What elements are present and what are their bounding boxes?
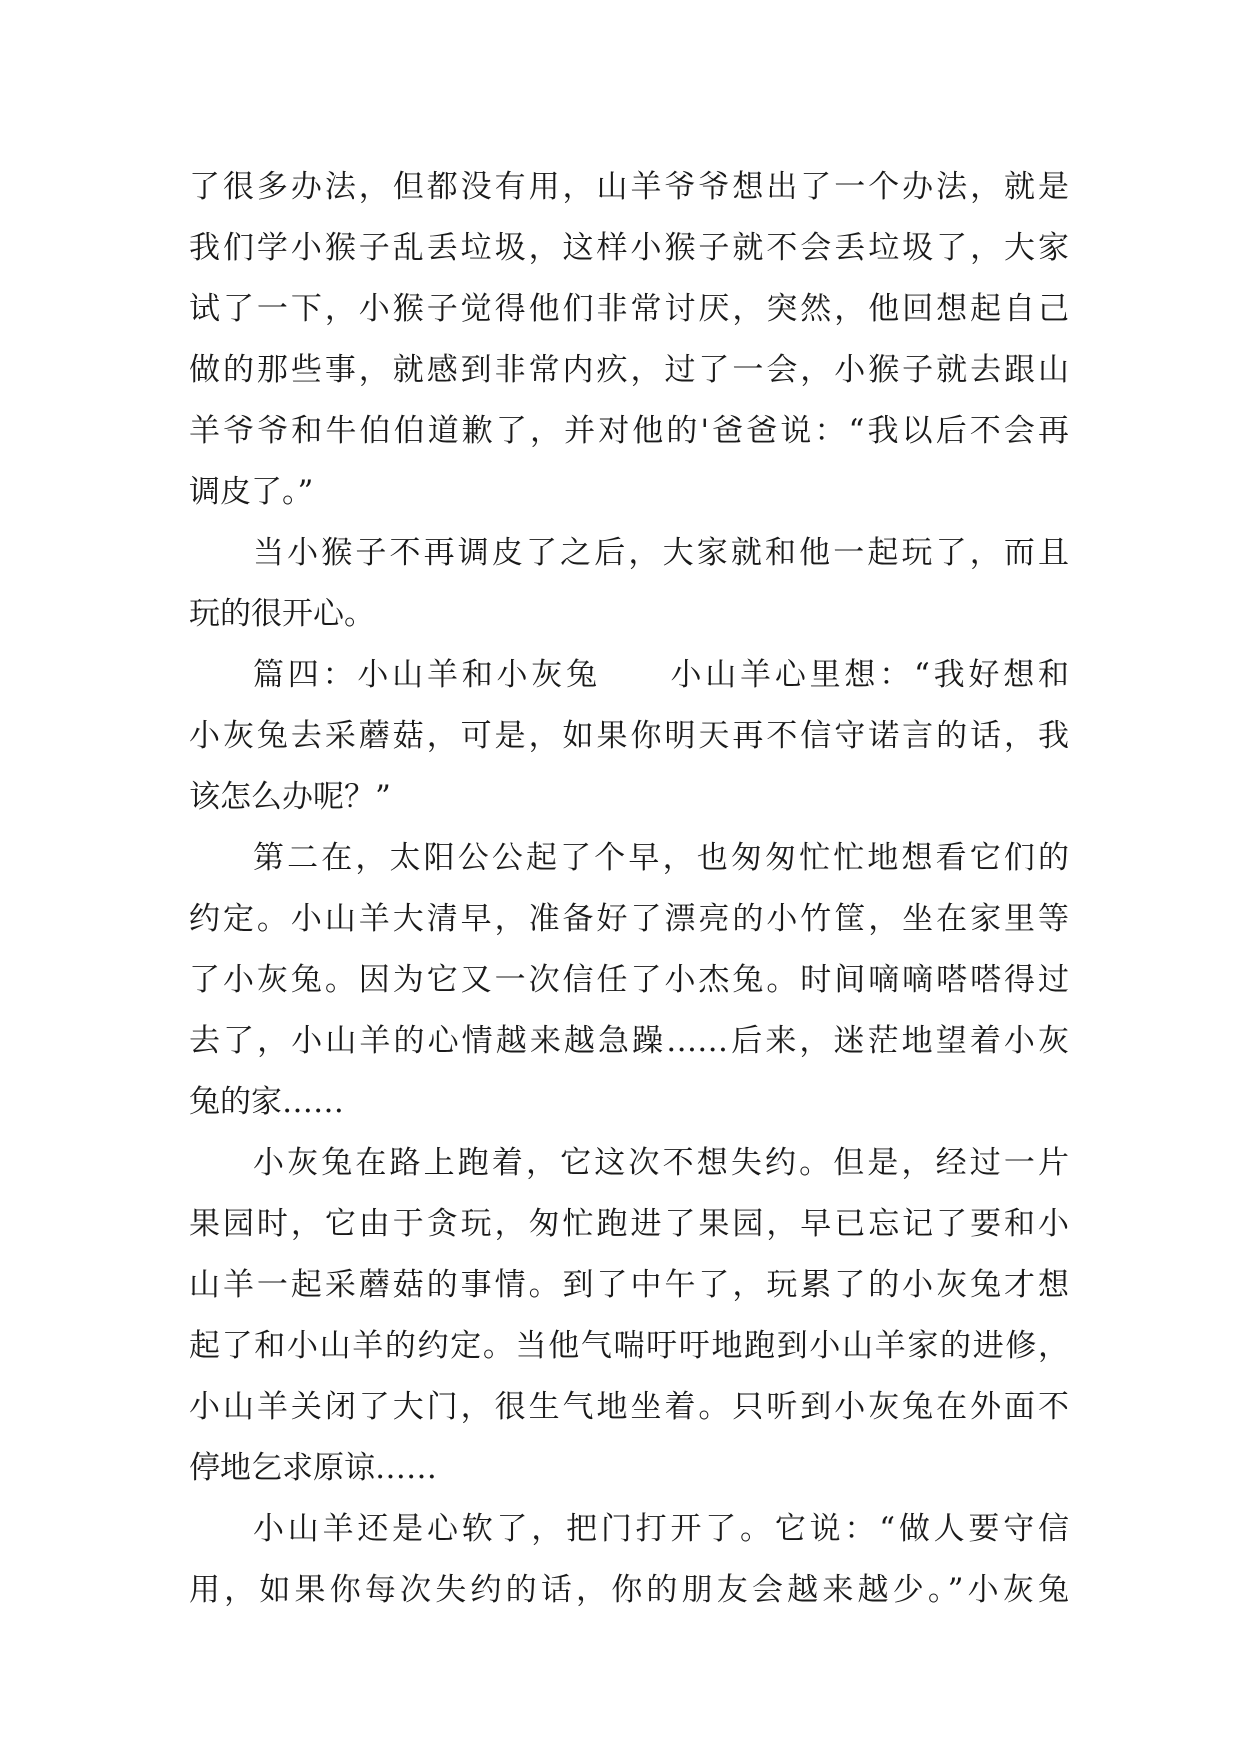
text-line: 当小猴子不再调皮了之后，大家就和他一起玩了，而且 xyxy=(253,535,1069,571)
text-line: 小灰兔在路上跑着，它这次不想失约。但是，经过一片 xyxy=(253,1145,1069,1181)
text-line: 了很多办法，但都没有用，山羊爷爷想出了一个办法，就是 xyxy=(189,169,1069,205)
text-line: 去了，小山羊的心情越来越急躁……后来，迷茫地望着小灰 xyxy=(189,1023,1069,1059)
text-line: 用，如果你每次失约的话，你的朋友会越来越少。”小灰兔 xyxy=(189,1572,1069,1608)
text-line: 试了一下，小猴子觉得他们非常讨厌，突然，他回想起自己 xyxy=(189,291,1069,327)
text-line: 第二在，太阳公公起了个早，也匆匆忙忙地想看它们的 xyxy=(253,840,1069,876)
text-line: 做的那些事，就感到非常内疚，过了一会，小猴子就去跟山 xyxy=(189,352,1069,388)
text-line: 玩的很开心。 xyxy=(189,596,375,632)
text-line: 篇四：小山羊和小灰兔 小山羊心里想：“我好想和 xyxy=(253,657,1069,693)
body-text xyxy=(189,157,1069,1621)
text-line: 调皮了。” xyxy=(189,474,314,510)
text-line: 该怎么办呢？” xyxy=(189,779,391,815)
text-line: 停地乞求原谅…… xyxy=(189,1450,437,1486)
text-line: 小灰兔去采蘑菇，可是，如果你明天再不信守诺言的话，我 xyxy=(189,718,1069,754)
text-line: 了小灰兔。因为它又一次信任了小杰兔。时间嘀嘀嗒嗒得过 xyxy=(189,962,1069,998)
text-line: 兔的家…… xyxy=(189,1084,344,1120)
text-line: 羊爷爷和牛伯伯道歉了，并对他的'爸爸说：“我以后不会再 xyxy=(189,413,1069,449)
text-line: 小山羊关闭了大门，很生气地坐着。只听到小灰兔在外面不 xyxy=(189,1389,1069,1425)
text-line: 起了和小山羊的约定。当他气喘吁吁地跑到小山羊家的进修， xyxy=(189,1328,1069,1364)
text-line: 山羊一起采蘑菇的事情。到了中午了，玩累了的小灰兔才想 xyxy=(189,1267,1069,1303)
text-line: 果园时，它由于贪玩，匆忙跑进了果园，早已忘记了要和小 xyxy=(189,1206,1069,1242)
text-line: 我们学小猴子乱丢垃圾，这样小猴子就不会丢垃圾了，大家 xyxy=(189,230,1069,266)
text-line: 约定。小山羊大清早，准备好了漂亮的小竹筐，坐在家里等 xyxy=(189,901,1069,937)
text-line: 小山羊还是心软了，把门打开了。它说：“做人要守信 xyxy=(253,1511,1069,1547)
